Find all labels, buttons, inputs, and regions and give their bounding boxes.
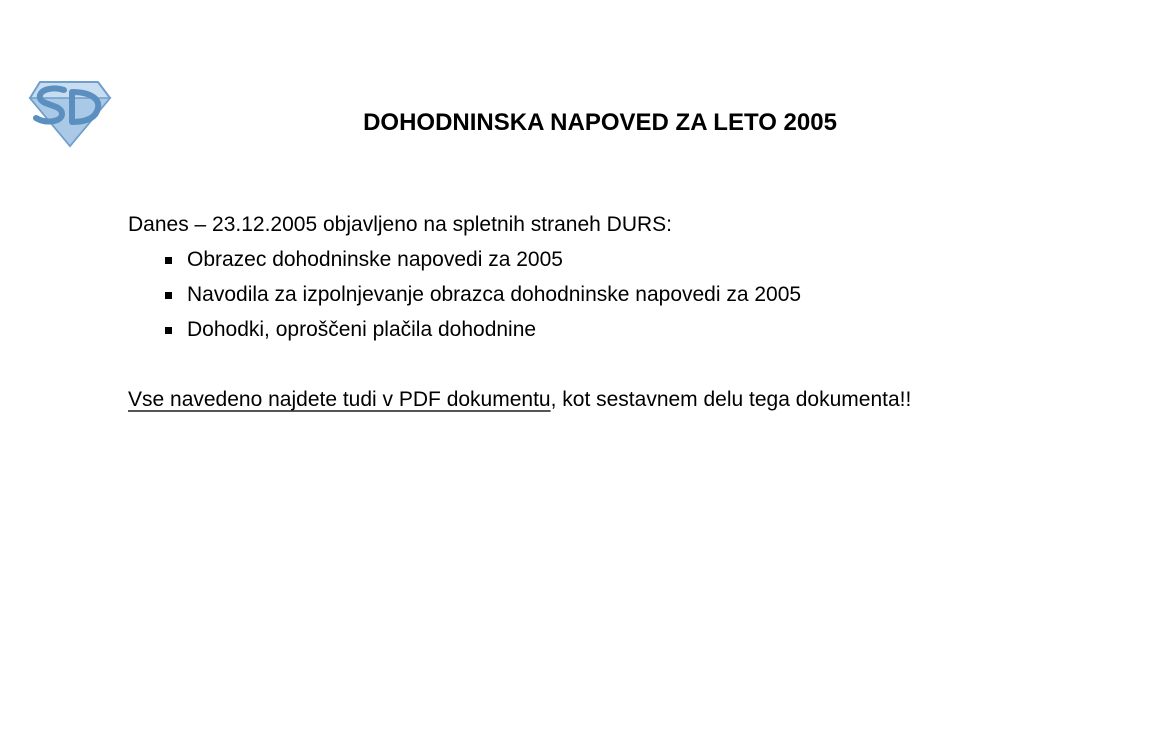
intro-text: Danes – 23.12.2005 objavljeno na spletnih straneh DURS: <box>128 213 673 236</box>
list-item <box>163 281 801 316</box>
published-items-list <box>163 246 801 351</box>
square-bullet-icon <box>165 257 172 264</box>
note-paragraph <box>128 386 911 414</box>
square-bullet-icon <box>165 292 172 299</box>
note-rest-text: , kot sestavnem delu tega dokumenta!! <box>550 388 912 411</box>
pdf-document-link[interactable]: Vse navedeno najdete tudi v PDF dokumentu <box>128 388 551 411</box>
list-item-label: Obrazec dohodninske napovedi za 2005 <box>187 248 563 271</box>
document-title: DOHODNINSKA NAPOVED ZA LETO 2005 <box>363 109 837 136</box>
list-item-label: Navodila za izpolnjevanje obrazca dohodninske napovedi za 2005 <box>187 283 802 306</box>
list-item <box>163 246 801 281</box>
list-item <box>163 316 801 351</box>
square-bullet-icon <box>165 327 172 334</box>
list-item-label: Dohodki, oproščeni plačila dohodnine <box>187 318 537 341</box>
